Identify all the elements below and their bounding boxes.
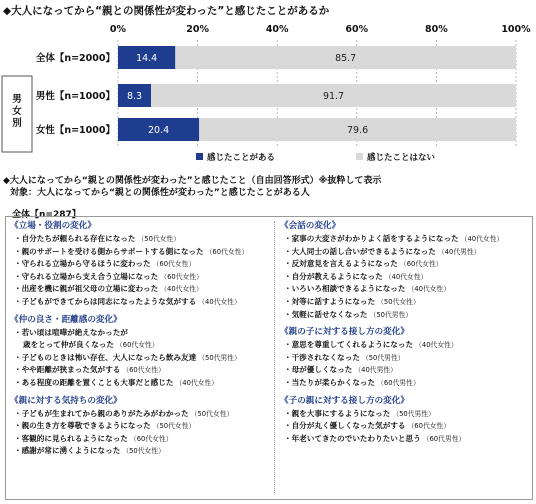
x-tick-label: 40% [265, 24, 289, 35]
respondent-tag: （40代女性） [460, 235, 504, 243]
data-label: 79.6 [347, 125, 369, 136]
answer-text: ・守られる立場から守るほうに変わった [14, 259, 151, 269]
x-tick-label: 100% [501, 24, 531, 35]
x-tick-label: 60% [345, 24, 369, 35]
answer-text: ・年老いてきたのでいたわりたいと思う [284, 433, 421, 443]
free-answer-title: ◆大人になってから“親との関係性が変わった”と感じたこと（自由回答形式）※抜粋して表示 [3, 176, 382, 186]
group-label-char: 女 [12, 106, 22, 117]
respondent-tag: （50代男性） [392, 409, 435, 418]
respondent-tag: （40代女性） [415, 341, 458, 350]
respondent-tag: （40代女性） [384, 272, 428, 281]
column-divider [274, 221, 275, 493]
answer-text: ・子どもができてからは同志になったような気がする [14, 296, 197, 306]
answer-item [10, 445, 272, 458]
data-label: 20.4 [148, 125, 170, 136]
category-label: 全体【n=2000】 [35, 53, 115, 64]
answer-item [280, 283, 536, 296]
group-header: 《立場・役割の変化》 [10, 221, 96, 231]
answer-item [10, 364, 272, 377]
answer-text: ・母が優しくなった [284, 365, 353, 375]
answer-text: ・干渉されなくなった [284, 352, 360, 362]
respondent-tag: （50代男性） [369, 310, 413, 319]
respondent-tag: （50代女性） [152, 422, 196, 431]
chart-title: ◆大人になってから“親との関係性が変わった”と感じたことがあるか [3, 5, 330, 17]
x-tick-label: 0% [109, 24, 127, 35]
respondent-tag: （60代女性） [122, 366, 165, 375]
answer-item [10, 420, 272, 433]
respondent-tag: （50代女性） [137, 235, 181, 243]
answer-item [280, 271, 536, 284]
answer-text: ・自分が教えるようになった [284, 271, 383, 281]
x-tick-label: 20% [186, 24, 209, 35]
group-header: 《仲の良さ・距離感の変化》 [10, 314, 122, 325]
answer-group [10, 395, 272, 458]
respondent-tag: （40代女性） [407, 285, 451, 294]
respondent-tag: （50代男性） [198, 353, 241, 362]
respondent-tag: （60代女性） [129, 434, 173, 443]
answer-group [10, 220, 272, 309]
category-label: 男性【n=1000】 [35, 91, 115, 102]
answer-group [280, 326, 536, 389]
group-header: 《子の親に対する接し方の変化》 [280, 395, 409, 406]
answer-text: ・子どもが生まれてから親のありがたみがわかった [14, 408, 189, 418]
x-tick-label: 80% [425, 24, 448, 35]
answer-item [280, 352, 536, 365]
answer-item [10, 408, 272, 421]
answer-text: ・親のサポートを受ける側からサポートする側になった [14, 246, 204, 256]
data-label: 85.7 [335, 53, 357, 64]
respondent-tag: （40代男性） [354, 366, 397, 375]
respondent-tag: （50代女性） [190, 409, 234, 418]
answer-text: ・守られる立場から支え合う立場になった [14, 271, 159, 281]
respondent-tag: （60代女性） [399, 260, 443, 269]
answer-item [280, 339, 536, 352]
legend-label: 感じたことはない [367, 153, 436, 163]
respondent-tag: （60代男性） [422, 434, 466, 443]
answer-text: ・親の生き方を尊敬できるようになった [14, 421, 151, 431]
answer-item [10, 246, 272, 259]
respondent-tag: （60代女性） [407, 422, 451, 431]
answer-text: ・意思を尊重してくれるようになった [284, 340, 414, 350]
respondent-tag: （50代女性） [122, 447, 165, 456]
answer-item [280, 296, 536, 309]
respondent-tag: （40代女性） [175, 378, 219, 387]
free-answer-box [5, 216, 533, 500]
answer-text: ・親を大事にするようになった [284, 408, 391, 418]
respondent-tag: （60代女性） [152, 260, 196, 269]
respondent-tag: （50代男性） [361, 353, 405, 362]
answer-item [10, 271, 272, 284]
answer-item [280, 246, 536, 259]
answer-text: ・やや距離が狭まった気がする [14, 365, 121, 375]
respondent-tag: （50代女性） [377, 297, 420, 306]
respondent-tag: （40代女性） [160, 285, 203, 294]
answer-text: ・子どものときは怖い存在、大人になったら飲み友達 [14, 352, 197, 362]
answer-text: ・当たりが柔らかくなった [284, 377, 376, 387]
answer-text: ・大人同士の話し合いができるようになった [284, 246, 436, 256]
legend-swatch [196, 153, 203, 160]
answer-item [10, 377, 272, 390]
answer-item [10, 283, 272, 296]
answer-text: ・対等に話すようになった [284, 296, 376, 306]
answer-item [10, 258, 272, 271]
group-header: 《会話の変化》 [280, 221, 341, 231]
answer-item [10, 327, 272, 352]
legend-label: 感じたことがある [207, 153, 276, 163]
answer-text: ・いろいろ相談できるようになった [284, 284, 406, 294]
answer-text: ・気軽に話せなくなった [284, 309, 368, 319]
data-label: 91.7 [322, 91, 345, 102]
answer-group [10, 314, 272, 390]
answer-item [280, 258, 536, 271]
free-answer-total: 全体【n=287】 [12, 210, 81, 220]
legend-swatch [356, 153, 363, 160]
group-header: 《親に対する気持ちの変化》 [10, 395, 122, 406]
answer-item [280, 433, 536, 446]
respondent-tag: （60代女性） [115, 341, 159, 350]
respondent-tag: （60代女性） [160, 272, 203, 281]
group-header: 《親の子に対する接し方の変化》 [280, 327, 409, 338]
answer-item [10, 233, 272, 246]
answer-item [280, 233, 536, 246]
answer-text: ・客観的に見られるようになった [14, 433, 128, 443]
respondent-tag: （60代女性） [205, 247, 249, 256]
answer-item [10, 352, 272, 365]
right-column [280, 220, 536, 450]
answer-group [280, 395, 536, 446]
answer-text-continued: 歳をとって仲が良くなった （60代女性） [23, 340, 159, 350]
respondent-tag: （40代男性） [437, 247, 481, 256]
answer-text: ・家事の大変さがわかりよく話をするようになった [284, 234, 459, 243]
respondent-tag: （40代女性） [198, 297, 241, 306]
free-answer-target: 対象：大人になってから“親との関係性が変わった”と感じたことがある人 [10, 188, 310, 198]
left-column [10, 220, 272, 463]
answer-group [280, 220, 536, 321]
data-label: 14.4 [136, 53, 158, 64]
answer-item [10, 433, 272, 446]
respondent-tag: （60代男性） [377, 378, 420, 387]
answer-text: ・出産を機に親が祖父母の立場に変わった [14, 284, 159, 294]
group-label-char: 別 [12, 118, 22, 129]
answer-text: ・ある程度の距離を置くことも大事だと感じた [14, 377, 174, 387]
answer-item [280, 420, 536, 433]
answer-text: ・自分たちが頼られる存在になった [14, 234, 136, 243]
answer-text: ・自分が丸く優しくなった気がする [284, 421, 406, 431]
data-label: 8.3 [126, 91, 143, 102]
answer-text: ・感謝が常に湧くようになった [14, 446, 121, 456]
answer-item [280, 408, 536, 421]
answer-item [280, 377, 536, 390]
answer-item [280, 309, 536, 322]
stacked-bar-chart [0, 22, 536, 172]
answer-text: ・反対意見を言えるようになった [284, 259, 398, 269]
group-label-char: 男 [12, 94, 22, 105]
category-label: 女性【n=1000】 [35, 125, 115, 136]
answer-item [10, 296, 272, 309]
answer-text: ・若い頃は喧嘩が絶えなかったが [14, 327, 128, 337]
answer-item [280, 364, 536, 377]
